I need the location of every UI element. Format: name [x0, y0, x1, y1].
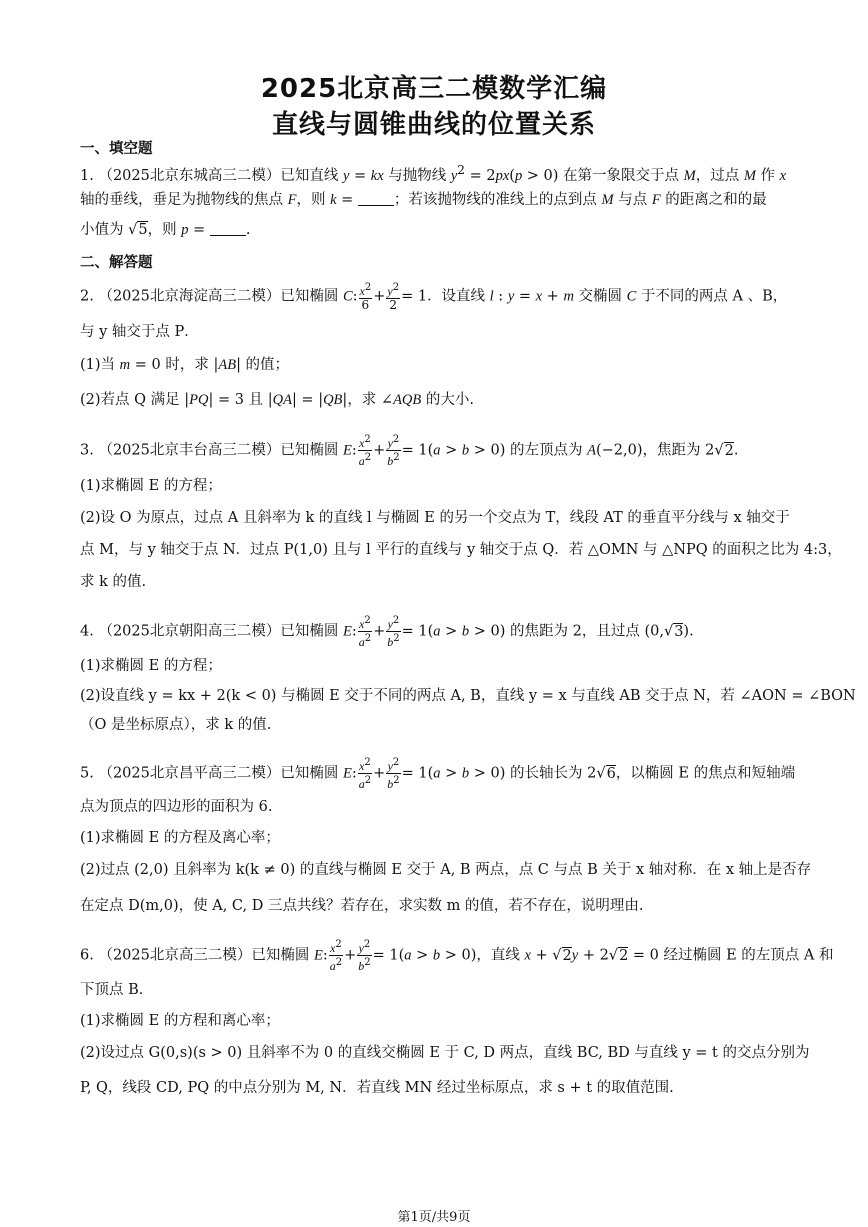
q5-line3: (1)求椭圆 E 的方程及离心率； — [80, 830, 280, 846]
q6-line2: 下顶点 B． — [80, 982, 154, 998]
q3-line5: 求 k 的值. — [80, 574, 147, 590]
answer-blank[interactable] — [210, 221, 246, 236]
q3-line2: (1)求椭圆 E 的方程； — [80, 478, 222, 494]
q2-line2: 与 y 轴交于点 P． — [80, 324, 199, 340]
q1-line2: 轴的垂线，垂足为抛物线的焦点 F，则 k = ；若该抛物线的准线上的点到点 M 与点 F 的距离之和的最 — [80, 192, 767, 208]
q6-line3: (1)求椭圆 E 的方程和离心率； — [80, 1013, 280, 1029]
q4-line1: 4. （2025北京朝阳高三二模）已知椭圆 E: $\frac{x^2}{a^2}$ + $\frac{y^2}{b^2}$ = 1(a > b > 0) 的焦距为 2，且过点 (0,√3). — [80, 615, 694, 649]
q5-line5: 在定点 D(m,0)，使 A, C, D 三点共线？若存在，求实数 m 的值，若不存在，说明理由. — [80, 898, 644, 914]
q3-line1: 3. （2025北京丰台高三二模）已知椭圆 E: $\frac{x^2}{a^2}$ + $\frac{y^2}{b^2}$ = 1(a > b > 0) 的左顶点为 A(−2,0)，焦距为 2√2. — [80, 434, 739, 468]
page-subtitle: 直线与圆锥曲线的位置关系 — [271, 110, 596, 140]
q4-line3: (2)设直线 y = kx + 2(k < 0) 与椭圆 E 交于不同的两点 A, B，直线 y = x 与直线 AB 交于点 N，若 ∠AON = ∠BON — [80, 688, 856, 704]
q2-line3: (1)当 m = 0 时，求 |AB| 的值； — [80, 357, 290, 373]
q2-line4: (2)若点 Q 满足 |PQ| = 3 且 |QA| = |QB|，求 ∠AQB 的大小. — [80, 392, 474, 408]
q6-line1: 6. （2025北京高三二模）已知椭圆 E: $\frac{x^2}{a^2}$ + $\frac{y^2}{b^2}$ = 1(a > b > 0)，直线 x + √2y + 2√2 = 0 经过椭圆 E 的左顶点 A 和 — [80, 939, 834, 973]
q5-line1: 5. （2025北京昌平高三二模）已知椭圆 E: $\frac{x^2}{a^2}$ + $\frac{y^2}{b^2}$ = 1(a > b > 0) 的长轴长为 2√6，以椭圆 E 的焦点和短轴端 — [80, 757, 796, 791]
q6-line5: P, Q，线段 CD, PQ 的中点分别为 M, N．若直线 MN 经过坐标原点，求 s + t 的取值范围. — [80, 1080, 674, 1096]
q4-line2: (1)求椭圆 E 的方程； — [80, 658, 222, 674]
q4-line4: （O 是坐标原点），求 k 的值. — [80, 717, 272, 733]
q3-line3: (2)设 O 为原点，过点 A 且斜率为 k 的直线 l 与椭圆 E 的另一个交点为 T，线段 AT 的垂直平分线与 x 轴交于 — [80, 510, 790, 526]
q2-line1: 2. （2025北京海淀高三二模）已知椭圆 C: $\frac{x^2}{6}$ + $\frac{y^2}{2}$ = 1．设直线 l : y = x + m 交椭圆 C 于不同的两点 A 、B， — [80, 282, 788, 312]
page-title: 2025北京高三二模数学汇编 — [260, 74, 608, 104]
q6-line4: (2)设过点 G(0,s)(s > 0) 且斜率不为 0 的直线交椭圆 E 于 C, D 两点，直线 BC, BD 与直线 y = t 的交点分别为 — [80, 1045, 810, 1061]
section-fill-blank: 一、填空题 — [80, 141, 153, 157]
section-answer: 二、解答题 — [80, 255, 153, 271]
page-footer: 第1页/共9页 — [397, 1210, 471, 1225]
q5-line2: 点为顶点的四边形的面积为 6. — [80, 799, 273, 815]
q3-line4: 点 M，与 y 轴交于点 N．过点 P(1,0) 且与 l 平行的直线与 y 轴交于点 Q．若 △OMN 与 △NPQ 的面积之比为 4:3， — [80, 542, 842, 558]
answer-blank[interactable] — [358, 191, 394, 206]
q1-line3: 小值为 √5，则 p = . — [80, 222, 251, 238]
q5-line4: (2)过点 (2,0) 且斜率为 k(k ≠ 0) 的直线与椭圆 E 交于 A, B 两点，点 C 与点 B 关于 x 轴对称．在 x 轴上是否存 — [80, 862, 812, 878]
q1-line1: 1. （2025北京东城高三二模）已知直线 y = kx 与抛物线 $y^2 = 2px(p > 0)$ 在第一象限交于点 M，过点 M 作 x — [80, 163, 787, 184]
